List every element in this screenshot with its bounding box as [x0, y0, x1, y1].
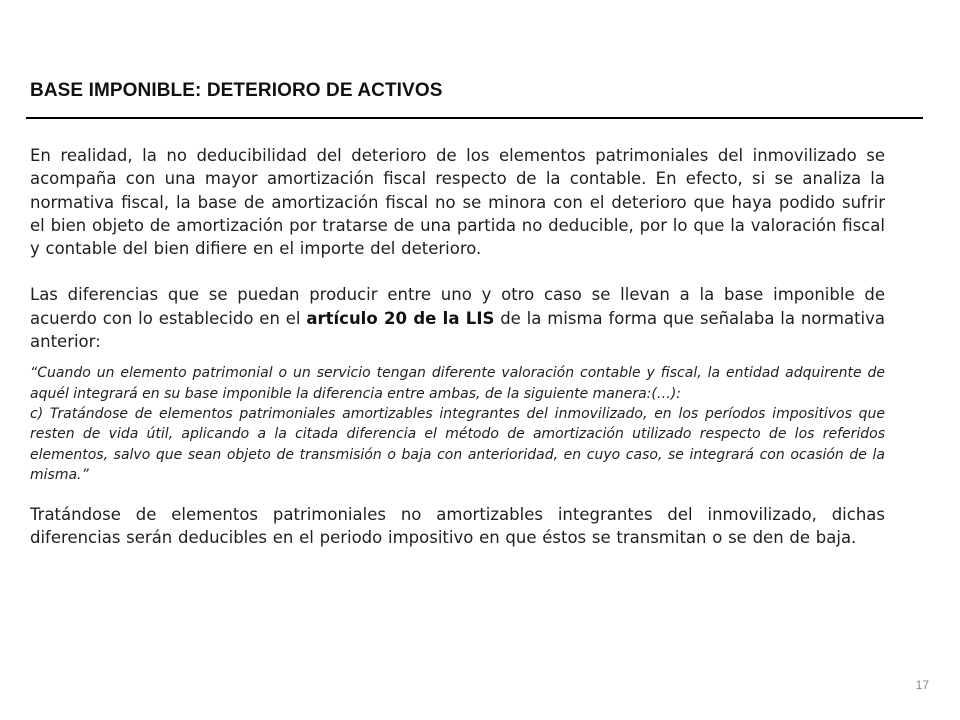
slide-body: [30, 144, 885, 550]
article-reference: artículo 20 de la LIS: [306, 308, 495, 328]
slide-title: BASE IMPONIBLE: DETERIORO DE ACTIVOS: [30, 80, 443, 101]
paragraph-no-amortizables: Tratándose de elementos patrimoniales no amortizables integrantes del inmovilizado, dichas diferencias serán deducibles en el periodo impositivo en que éstos se transmitan o se den de baja.: [30, 505, 885, 548]
page-number: 17: [915, 678, 929, 692]
paragraph-diferencias-base-imponible: [30, 283, 885, 353]
legal-quote-item-c: c) Tratándose de elementos patrimoniales amortizables integrantes del inmovilizado, en los períodos impositivos que resten de vida útil, aplicando a la citada diferencia el método de amortización utilizado respecto de los referidos elementos, salvo que sean objeto de transmisión o baja con anterioridad, en cuyo caso, se integrará con ocasión de la misma.”: [30, 405, 885, 483]
paragraph-text-end: de la misma forma que señalaba la normativa anterior:: [30, 308, 885, 352]
title-divider: [26, 117, 923, 119]
paragraph-deterioro-amortizacion: En realidad, la no deducibilidad del deterioro de los elementos patrimoniales del inmovilizado se acompaña con una mayor amortización fiscal respecto de la contable. En efecto, si se analiza la normativa fiscal, la base de amortización fiscal no se minora con el deterioro que haya podido sufrir el bien objeto de amortización por tratarse de una partida no deducible, por lo que la valoración fiscal y contable del bien difiere en el importe del deterioro.: [30, 146, 885, 259]
paragraph-text-start: Las diferencias que se puedan producir entre uno y otro caso se llevan a la base imponible de acuerdo con lo establecido en el: [30, 285, 885, 328]
legal-quote-intro: “Cuando un elemento patrimonial o un servicio tengan diferente valoración contable y fiscal, la entidad adquirente de aquél integrará en su base imponible la diferencia entre ambas, de la siguiente manera:(…):: [30, 365, 885, 402]
